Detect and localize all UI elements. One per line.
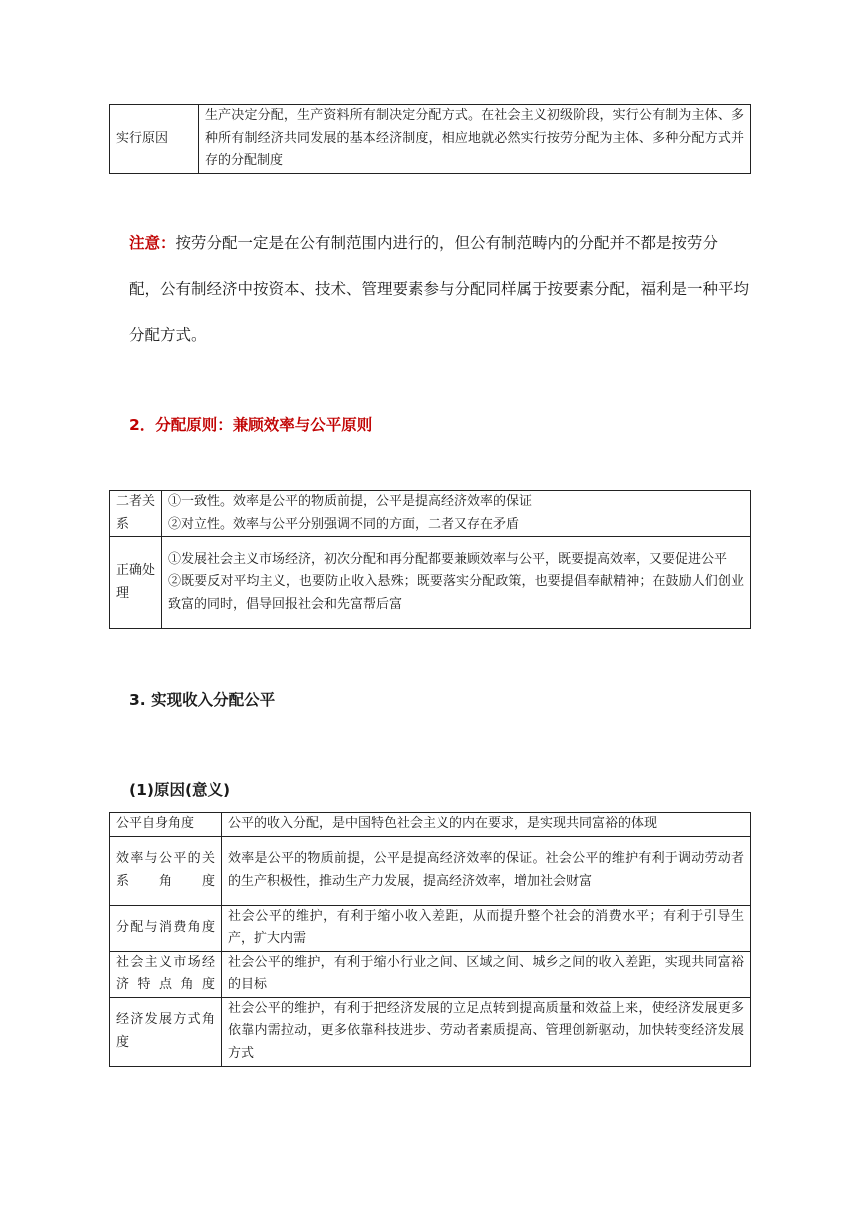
reason-meaning-table — [109, 812, 751, 1067]
note-text: 按劳分配一定是在公有制范围内进行的，但公有制范畴内的分配并不都是按劳分配，公有制经济中按资本、技术、管理要素参与分配同样属于按要素分配，福利是一种平均分配方式。 — [129, 234, 750, 344]
table-row — [110, 997, 751, 1066]
table-cell-text: 公平的收入分配，是中国特色社会主义的内在要求，是实现共同富裕的体现 — [222, 813, 751, 837]
section-heading-3: 3. 实现收入分配公平 — [129, 691, 276, 709]
table-row — [110, 951, 751, 997]
table-cell-text: 社会公平的维护，有利于缩小行业之间、区域之间、城乡之间的收入差距，实现共同富裕的目标 — [222, 951, 751, 997]
table-cell-text: 生产决定分配，生产资料所有制决定分配方式。在社会主义初级阶段，实行公有制为主体、多种所有制经济共同发展的基本经济制度，相应地就必然实行按劳分配为主体、多种分配方式并存的分配制度 — [199, 105, 751, 174]
table-cell-label: 实行原因 — [110, 105, 199, 174]
note-paragraph — [129, 220, 749, 358]
table-cell-label: 二者关系 — [110, 491, 162, 537]
table-cell-text: 社会公平的维护，有利于把经济发展的立足点转到提高质量和效益上来，使经济发展更多依靠内需拉动，更多依靠科技进步、劳动者素质提高、管理创新驱动，加快转变经济发展方式 — [222, 997, 751, 1066]
table-row — [110, 905, 751, 951]
table-row — [110, 813, 751, 837]
principle-table — [109, 490, 751, 629]
table-row — [110, 491, 751, 537]
table-row — [110, 537, 751, 629]
table-cell-label: 正确处理 — [110, 537, 162, 629]
table-cell-label: 效率与公平的关系角度 — [110, 836, 222, 905]
table-cell-label: 公平自身角度 — [110, 813, 222, 837]
table-cell-label: 社会主义市场经济特点角度 — [110, 951, 222, 997]
section-heading-2: 2．分配原则：兼顾效率与公平原则 — [129, 416, 373, 434]
table-row — [110, 105, 751, 174]
table-cell-line: ②既要反对平均主义，也要防止收入悬殊；既要落实分配政策，也要提倡奉献精神；在鼓励人们创业致富的同时，倡导回报社会和先富帮后富 — [168, 574, 744, 612]
table-cell-text — [162, 491, 751, 537]
subheading: (1)原因(意义) — [129, 781, 231, 799]
table-cell-line: ②对立性。效率与公平分别强调不同的方面，二者又存在矛盾 — [168, 516, 520, 532]
table-cell-line: ①发展社会主义市场经济，初次分配和再分配都要兼顾效率与公平，既要提高效率，又要促进公平 — [168, 551, 728, 567]
table-cell-text: 效率是公平的物质前提，公平是提高经济效率的保证。社会公平的维护有利于调动劳动者的生产积极性，推动生产力发展，提高经济效率，增加社会财富 — [222, 836, 751, 905]
table-cell-text: 社会公平的维护，有利于缩小收入差距，从而提升整个社会的消费水平；有利于引导生产，扩大内需 — [222, 905, 751, 951]
table-cell-text — [162, 537, 751, 629]
note-keyword: 注意： — [129, 234, 176, 252]
table-cell-label: 经济发展方式角度 — [110, 997, 222, 1066]
table-row — [110, 836, 751, 905]
table-cell-label: 分配与消费角度 — [110, 905, 222, 951]
reason-table — [109, 104, 751, 174]
table-cell-line: ①一致性。效率是公平的物质前提，公平是提高经济效率的保证 — [168, 494, 533, 509]
